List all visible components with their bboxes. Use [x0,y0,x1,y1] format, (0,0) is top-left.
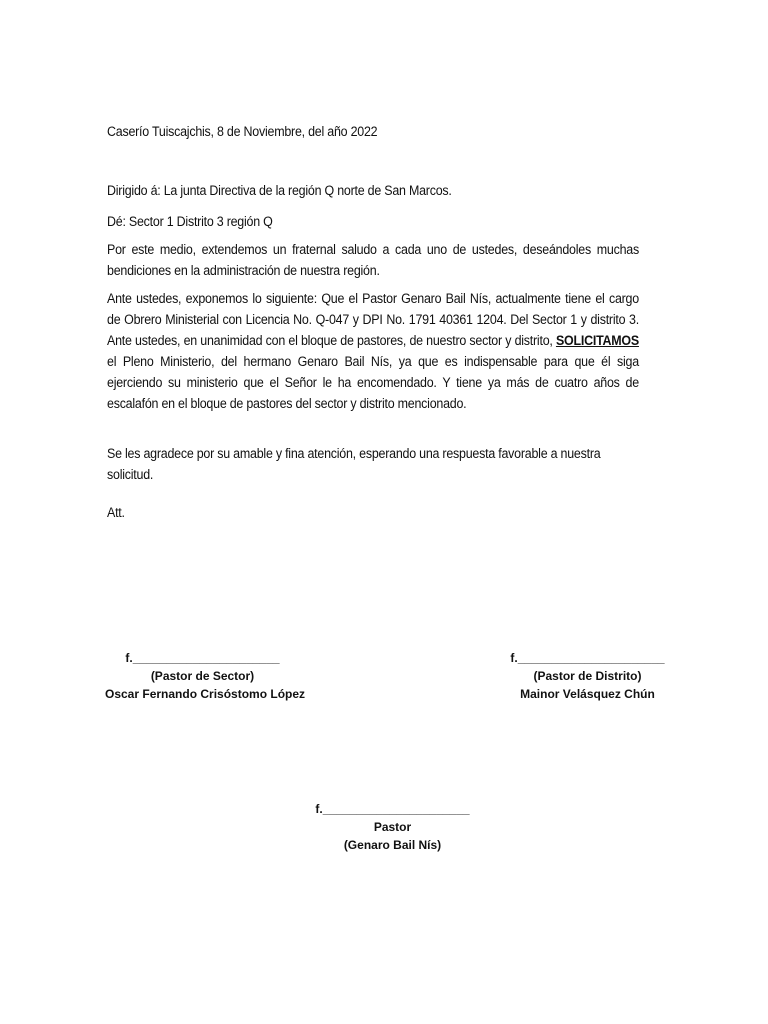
signature-block-sector [105,649,306,703]
signature-name-pastor: (Genaro Bail Nís) [343,838,442,852]
signature-block-district [495,649,680,703]
paragraph-greeting: Por este medio, extendemos un fraternal saludo a cada uno de ustedes, deseándoles muchas bendiciones en la administración de nuestra región. [107,242,639,278]
signature-name-sector: Oscar Fernando Crisóstomo López [105,687,306,701]
thanks-line: Se les agradece por su amable y fina atención, esperando una respuesta favorable a nuestra solicitud. [107,446,601,482]
signature-line-district: f.______________________ [510,651,665,665]
signature-name-district: Mainor Velásquez Chún [520,687,655,701]
paragraph-request-text-before: Ante ustedes, exponemos lo siguiente: Que el Pastor Genaro Bail Nís, actualmente tiene el cargo de Obrero Ministerial con Licencia No. Q-047 y DPI No. 1791 40361 1204. Del Sector 1 y distrito 3. Ante ustedes, en unanimidad con el bloque de pastores, de nuestro sector y distrito, [107,291,639,348]
from-line: Dé: Sector 1 Distrito 3 región Q [107,214,273,229]
signature-role-sector: (Pastor de Sector) [150,669,255,683]
place-date: Caserío Tuiscajchis, 8 de Noviembre, del año 2022 [107,124,378,139]
signature-line-sector: f.______________________ [125,651,280,665]
closing-att: Att. [107,505,125,520]
signature-line-pastor: f.______________________ [315,802,470,816]
request-emphasis: SOLICITAMOS [555,333,639,348]
signature-role-district: (Pastor de Distrito) [533,669,642,683]
signature-role-pastor: Pastor [373,820,412,834]
paragraph-request-text-after: el Pleno Ministerio, del hermano Genaro Bail Nís, ya que es indispensable para que él siga ejerciendo su ministerio que el Señor le ha encomendado. Y tiene ya más de cuatro años de escalafón en el bloque de pastores del sector y distrito mencionado. [107,354,639,411]
addressed-to: Dirigido á: La junta Directiva de la región Q norte de San Marcos. [107,183,452,198]
paragraph-request [107,288,639,414]
signature-block-pastor [300,800,485,854]
